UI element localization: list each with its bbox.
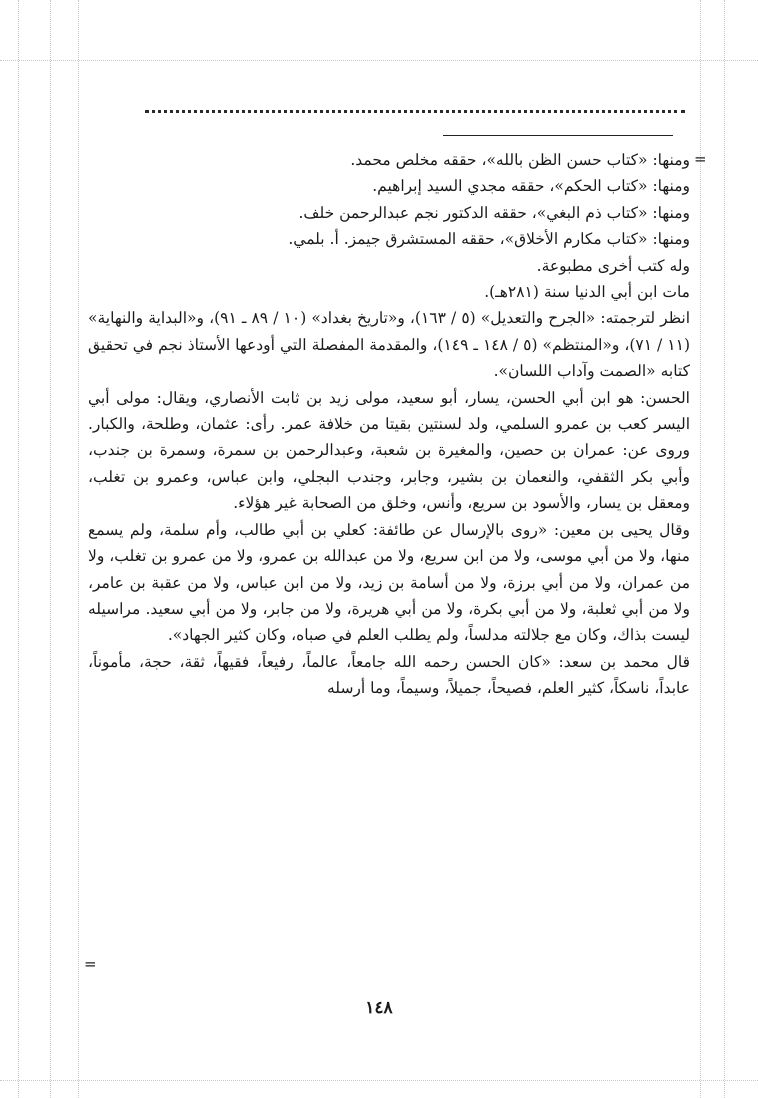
paragraph: انظر لترجمته: «الجرح والتعديل» (٥ / ١٦٣)، و«تاريخ بغداد» (١٠ / ٨٩ ـ ٩١)، و«البداية والنهاية» (١١ / ٧١)، و«المنتظم» (٥ / ١٤٨ ـ ١٤٩)، والمقدمة المفصلة التي أودعها الأستاذ نجم في تحقيق كتابه «الصمت وآداب اللسان». [88, 309, 691, 381]
dotted-separator [145, 110, 685, 113]
paragraph: ومنها: «كتاب ذم البغي»، حققه الدكتور نجم عبدالرحمن خلف. [298, 203, 690, 222]
guide-line [0, 1080, 758, 1081]
continuation-mark-top: = [694, 150, 707, 168]
paragraph: الحسن: هو ابن أبي الحسن، يسار، أبو سعيد، مولى زيد بن ثابت الأنصاري، ويقال: مولى أبي اليسر كعب بن عمرو السلمي، ولد لسنتين بقيتا من خلافة عمر. رأى: عثمان، وطلحة، والكبار. وروى عن: عمران بن حصين، والمغيرة بن شعبة، وعبدالرحمن بن سمرة، وسمرة بن جندب، وأبي بكر الثقفي، والنعمان بن بشير، وجابر، وجندب البجلي، وابن عباس، وعمرو بن تغلب، ومعقل بن يسار، والأسود بن سريع، وأنس، وخلق من الصحابة غير هؤلاء. [88, 388, 690, 513]
guide-line [0, 60, 758, 61]
footnote-rule [443, 135, 673, 136]
page-number: ١٤٨ [365, 998, 393, 1018]
paragraph: وقال يحيى بن معين: «روى بالإرسال عن طائفة: كعلي بن أبي طالب، وأم سلمة، ولم يسمع منها، ولا من أبي موسى، ولا من ابن سريع، ولا من عبدالله بن عمرو، ولا من عمرو بن تغلب، ولا من عمران، ولا من أبي برزة، ولا من أسامة بن زيد، ولا من ابن عباس، ولا من عقبة بن عامر، ولا من أبي ثعلبة، ولا من أبي بكرة، ولا من أبي هريرة، ولا من جابر، ولا من أبي سعيد. مراسيله ليست بذاك، وكان مع جلالته مدلساً، ولم يطلب العلم في صباه، وكان كثير الجهاد». [88, 520, 690, 645]
guide-line [78, 0, 79, 1098]
guide-line [724, 0, 725, 1098]
guide-line [18, 0, 19, 1098]
paragraph: قال محمد بن سعد: «كان الحسن رحمه الله جامعاً، عالماً، رفيعاً، فقيهاً، ثقة، حجة، مأموناً، عابداً، ناسكاً، كثير العلم، فصيحاً، جميلاً، وسيماً، وما أرسله [88, 652, 690, 698]
footnote-body [88, 147, 690, 702]
paragraph: ومنها: «كتاب الحكم»، حققه مجدي السيد إبراهيم. [372, 177, 690, 196]
continuation-mark-bottom: = [84, 955, 97, 973]
paragraph: مات ابن أبي الدنيا سنة (٢٨١هـ). [484, 283, 690, 302]
paragraph: ومنها: «كتاب مكارم الأخلاق»، حققه المستشرق جيمز. أ. بلمي. [288, 230, 690, 249]
paragraph: وله كتب أخرى مطبوعة. [536, 256, 690, 275]
paragraph: ومنها: «كتاب حسن الظن بالله»، حققه مخلص محمد. [350, 151, 690, 169]
guide-line [50, 0, 51, 1098]
